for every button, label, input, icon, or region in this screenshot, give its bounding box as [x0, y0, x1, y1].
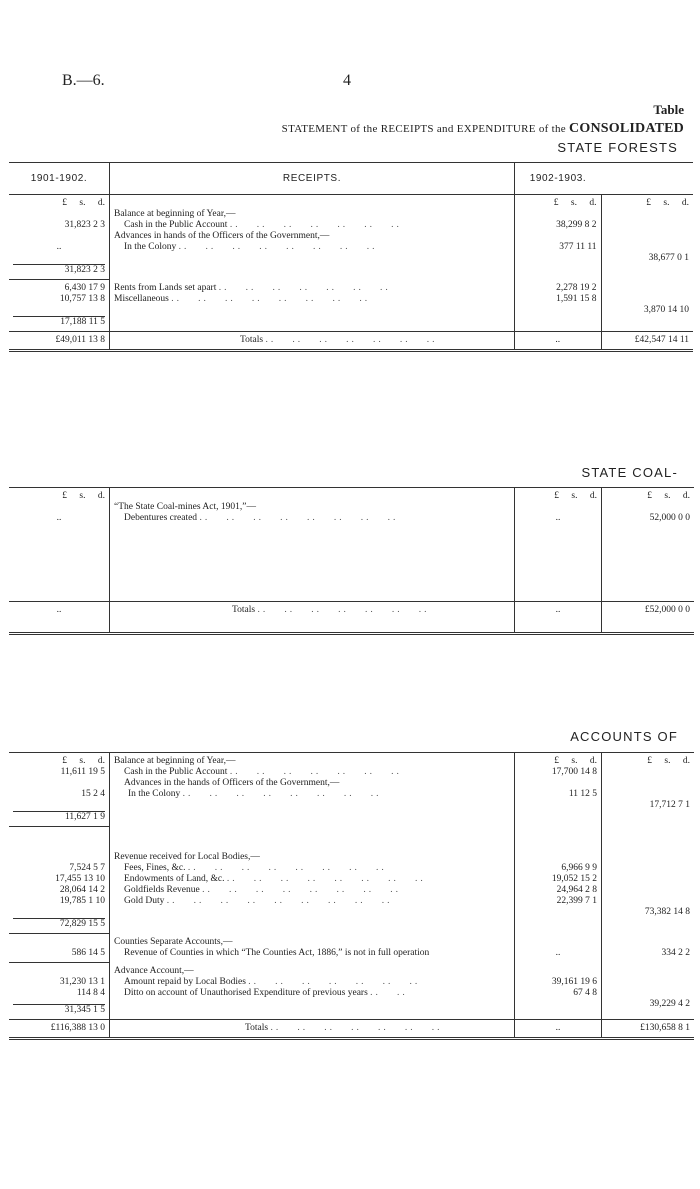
prev-goldfields-value: 28,064 14 2 [59, 885, 105, 895]
statement-fund: CONSOLIDATED [569, 121, 684, 136]
totals-label: Totals [240, 335, 264, 345]
currency-label: £ s. d. [62, 756, 105, 766]
cur-mid-total: .. [515, 602, 602, 634]
prev-counties-value: 586 14 5 [71, 948, 105, 958]
fees-label: Fees, Fines, &c. [124, 862, 186, 873]
cur-colony-value: 377 11 11 [559, 242, 597, 252]
cur-cash-value: 17,700 14 8 [551, 767, 597, 777]
revenue-heading: Revenue received for Local Bodies,— [114, 851, 260, 862]
cur-subtotal-balance: 17,712 7 1 [649, 800, 690, 810]
gold-duty-label: Gold Duty [124, 895, 165, 906]
cur-debentures-value: 52,000 0 0 [649, 513, 690, 523]
currency-label: £ s. d. [647, 756, 690, 766]
cur-total: £52,000 0 0 [602, 602, 695, 634]
cur-rents-value: 2,278 19 2 [556, 282, 597, 293]
prev-subtotal-balance: 31,823 2 3 [13, 264, 105, 276]
col-header-previous-year: 1901-1902. [9, 163, 110, 195]
balance-heading: Balance at beginning of Year,— [114, 209, 236, 219]
prev-fees-value: 7,524 5 7 [69, 863, 105, 873]
colony-label: In the Colony [124, 242, 177, 252]
page-id: B.—6. [62, 72, 105, 89]
colony-label: In the Colony [128, 789, 181, 799]
prev-endowments-value: 17,455 13 10 [55, 874, 105, 884]
prev-repaid-value: 31,230 13 1 [59, 977, 105, 987]
misc-label: Miscellaneous [114, 293, 169, 304]
ditto-label: Ditto on account of Unauthorised Expenditure of previous years [124, 987, 368, 998]
col-header-current-year: 1902-1903. [515, 163, 602, 195]
prev-total: £116,388 13 0 [9, 1020, 110, 1039]
prev-total: £49,011 13 8 [9, 332, 110, 351]
currency-label: £ s. d. [553, 198, 597, 208]
cur-counties-value: 334 2 2 [661, 947, 690, 958]
cur-subtotal-rents: 3,870 14 10 [643, 304, 689, 315]
prev-ditto-value: 114 8 4 [76, 988, 105, 998]
prev-subtotal-advance: 31,345 1 5 [13, 1004, 105, 1016]
cur-mid-total: .. [515, 332, 602, 351]
advances-label: Advances in hands of the Officers of the Government,— [114, 231, 330, 241]
prev-gold-duty-value: 19,785 1 10 [59, 896, 105, 906]
currency-label: £ s. d. [647, 491, 690, 501]
cur-mid-debentures: .. [555, 513, 561, 523]
accounts-of-table: £ s. d. 11,611 19 5 15 2 4 11,627 1 9 Balance at beginning of Year,— Cash in the Public Account .. .. .. .. .. .. .. Advances in the hands of Officers of the Government,— In the Colony .. .. .. .. .. .. .. .. £ s. d. 17,700 14 8 11 12 5 £ s. d. 17,712 7 1 7,524 5 7 17,455 13 10 28,064 14 2 19,785 1 10 72,829 15 5 Revenue received for Local Bodies,— Fees, Fines, &c. .. .. .. .. .. .. .. .. Endowments of Land, &c. .. .. .. .. .. .. .. .. Goldfields Revenue .. .. .. .. .. .. .. .. Gold Duty .. .. .. .. .. .. .. .. .. 6,966 9 9 19,052 15 2 24,964 2 8 22,399 7 1 73,382 14 8 586 14 5 Counties Separate Accounts,— Revenue of Counties in which “The Counties Act, 1886,” is not in full operation .. 334 2 2 31,230 13 1 114 8 4 31,345 1 5 Advance Account,— Amount repaid by Local Bodies .. .. .. .. .. .. .. Ditto on account of Unauthorised Expenditure of previous years .. .. 39,161 19 6 67 4 8 39,229 4 2 £116,388 13 0 Totals .. .. .. .. .. .. .. .. £130,658 8 1 [9, 752, 694, 1040]
cur-gold-duty-value: 22,399 7 1 [556, 895, 597, 906]
prev-total: .. [9, 602, 110, 634]
section-title-accounts-of: ACCOUNTS OF [570, 729, 678, 744]
cur-subtotal-balance: 38,677 0 1 [648, 253, 689, 263]
advances-label: Advances in the hands of Officers of the Government,— [124, 778, 340, 788]
col-header-receipts: RECEIPTS. [110, 163, 515, 195]
currency-label: £ s. d. [646, 198, 689, 208]
cur-repaid-value: 39,161 19 6 [551, 976, 597, 987]
cur-total: £130,658 8 1 [602, 1020, 695, 1039]
debentures-label: Debentures created [124, 513, 198, 523]
prev-misc-value: 10,757 13 8 [59, 294, 105, 304]
cur-misc-value: 1,591 15 8 [556, 293, 597, 304]
rents-label: Rents from Lands set apart [114, 282, 217, 293]
page-number: 4 [343, 72, 351, 89]
prev-colony-value: .. [56, 242, 62, 252]
cur-cash-value: 38,299 8 2 [556, 220, 597, 230]
section-title-state-coal: STATE COAL- [581, 465, 678, 480]
advance-heading: Advance Account,— [114, 965, 194, 976]
cur-goldfields-value: 24,964 2 8 [556, 884, 597, 895]
cur-subtotal-advance: 39,229 4 2 [649, 998, 690, 1009]
act-label: “The State Coal-mines Act, 1901,”— [114, 502, 256, 512]
prev-subtotal-rents: 17,188 11 5 [13, 316, 105, 328]
currency-label: £ s. d. [554, 491, 597, 501]
currency-label: £ s. d. [62, 491, 105, 501]
prev-subtotal-balance: 11,627 1 9 [13, 811, 105, 823]
cash-label: Cash in the Public Account [124, 767, 228, 777]
prev-cash-value: 31,823 2 3 [64, 220, 105, 230]
cur-colony-value: 11 12 5 [568, 789, 597, 799]
currency-label: £ s. d. [62, 198, 105, 208]
cur-endowments-value: 19,052 15 2 [551, 873, 597, 884]
balance-heading: Balance at beginning of Year,— [114, 756, 236, 766]
cur-mid-total: .. [515, 1020, 602, 1039]
prev-debentures-value: .. [56, 513, 62, 523]
repaid-label: Amount repaid by Local Bodies [124, 976, 246, 987]
currency-label: £ s. d. [554, 756, 597, 766]
prev-cash-value: 11,611 19 5 [60, 767, 105, 777]
counties-heading: Counties Separate Accounts,— [114, 936, 233, 947]
cur-ditto-value: 67 4 8 [573, 987, 597, 998]
table-heading: Table [653, 102, 684, 117]
prev-subtotal-revenue: 72,829 15 5 [13, 918, 105, 930]
cur-subtotal-revenue: 73,382 14 8 [644, 906, 690, 917]
state-coal-table: £ s. d. .. “The State Coal-mines Act, 1901,”— Debentures created .. .. .. .. .. .. .. .. £ s. d. .. £ s. d. 52,000 0 0 .. Totals .. .. .. .. .. .. .. .. £52,000 0 0 [9, 487, 694, 635]
counties-label: Revenue of Counties in which “The Counties Act, 1886,” is not in full operation [124, 947, 430, 958]
goldfields-label: Goldfields Revenue [124, 884, 200, 895]
statement-title [282, 121, 684, 137]
cur-fees-value: 6,966 9 9 [561, 862, 597, 873]
cur-mid-counties: .. [555, 947, 561, 958]
totals-label: Totals [232, 605, 256, 615]
section-title-state-forests: STATE FORESTS [557, 140, 678, 155]
state-forests-table: 1901-1902. RECEIPTS. 1902-1903. £ s. d. 31,823 2 3 .. 31,823 2 3 Balance at beginning of Year,— Cash in the Public Account .. .. .. .. .. .. .. Advances in hands of the Officers of the Government,— In the Colony .. .. .. .. .. .. .. .. £ s. d. 38,299 8 2 377 11 11 £ s. d. 38,677 0 1 6,430 17 9 10,757 13 8 17,188 11 5 Rents from Lands set apart .. .. .. .. .. .. .. Miscellaneous .. .. .. .. .. .. .. .. 2,278 19 2 1,591 15 8 3,870 14 10 £49,011 13 8 Totals .. .. .. .. .. .. .. .. £42,547 14 11 [9, 162, 693, 352]
totals-label: Totals [245, 1023, 269, 1033]
endowments-label: Endowments of Land, &c. [124, 873, 225, 884]
statement-prefix: STATEMENT of the RECEIPTS and EXPENDITURE of the [281, 123, 566, 135]
prev-colony-value: 15 2 4 [81, 789, 105, 799]
cash-label: Cash in the Public Account [124, 220, 228, 230]
cur-total: £42,547 14 11 [601, 332, 693, 351]
prev-rents-value: 6,430 17 9 [64, 283, 105, 293]
